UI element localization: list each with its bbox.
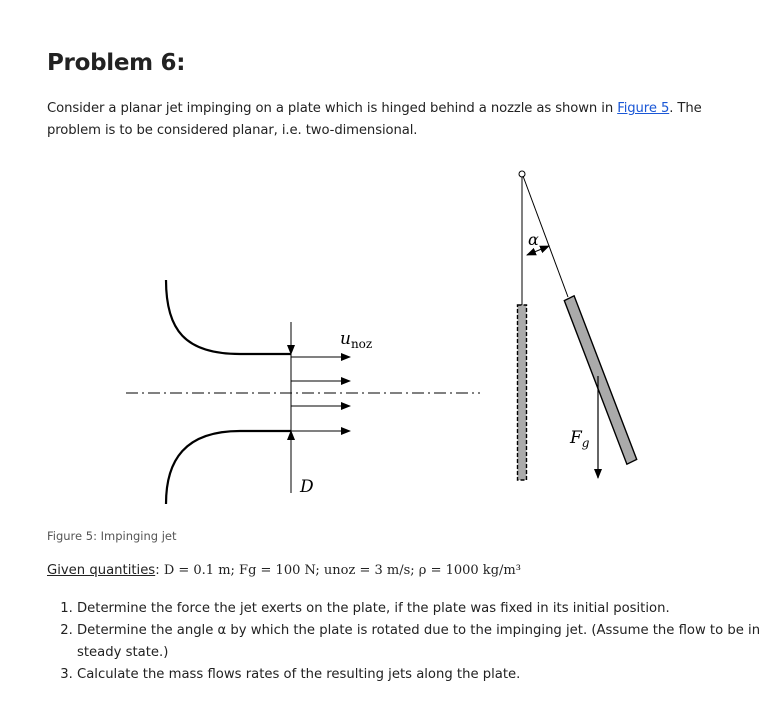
task-list: [47, 598, 765, 686]
intro-text-before: Consider a planar jet impinging on a plate which is hinged behind a nozzle as shown in: [47, 101, 618, 116]
list-item: 1. Determine the force the jet exerts on the plate, if the plate was fixed in its initial position.: [77, 598, 765, 620]
impinging-jet-figure: [110, 160, 670, 520]
given-label: Given quantities: [47, 563, 156, 578]
list-item: 2. Determine the angle α by which the plate is rotated due to the impinging jet. (Assume the flow to be in steady state.): [77, 620, 765, 664]
nozzle-lower-wall: [166, 431, 291, 504]
fg-label: $F_g$: [570, 428, 590, 450]
intro-text-after: . The problem is to be considered planar, i.e. two-dimensional.: [47, 101, 702, 138]
intro-paragraph: [47, 98, 737, 142]
figure-caption: Figure 5: Impinging jet: [47, 529, 177, 543]
list-item: 3. Calculate the mass flows rates of the resulting jets along the plate.: [77, 664, 765, 686]
plate-initial-position: [518, 305, 527, 480]
given-values: D = 0.1 m; Fg = 100 N; unoz = 3 m/s; ρ = 1000 kg/m³: [163, 563, 521, 578]
given-quantities: Given quantities: D = 0.1 m; Fg = 100 N; unoz = 3 m/s; ρ = 1000 kg/m³: [47, 563, 521, 578]
figure-5-link[interactable]: Figure 5: [617, 101, 670, 116]
u-noz-label: $u_{noz}$: [340, 329, 373, 351]
problem-title: Problem 6:: [47, 50, 186, 76]
d-label: D: [300, 477, 314, 497]
hinge-point: [519, 171, 525, 177]
nozzle-upper-wall: [166, 280, 291, 354]
alpha-label: α: [528, 230, 539, 249]
